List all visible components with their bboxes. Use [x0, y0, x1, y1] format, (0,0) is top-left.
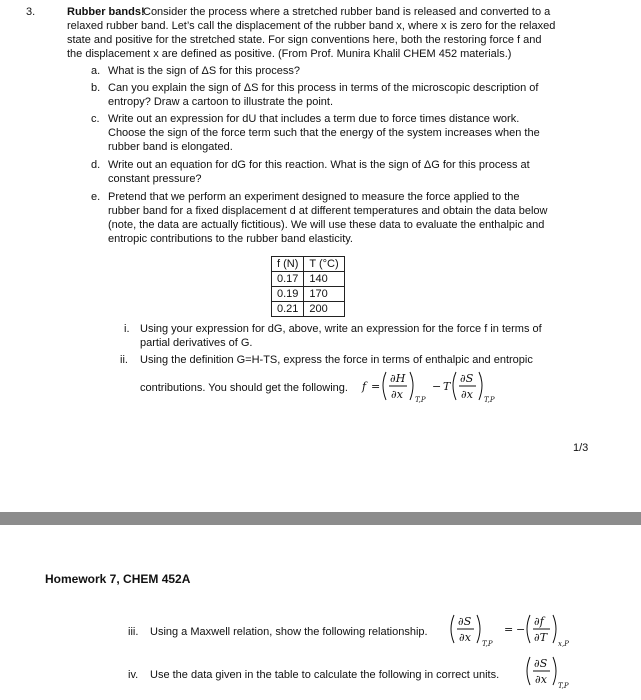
svg-text:∂x: ∂x — [391, 388, 403, 401]
intro-line-3: state and positive for the stretched state. For sign conventions here, both the restoring force f and — [67, 34, 542, 46]
part-c-line-1: Write out an expression for dU that includes a term due to force times distance work. — [108, 113, 520, 125]
part-b-line-1: Can you explain the sign of ΔS for this process in terms of the microscopic description of — [108, 82, 539, 94]
svg-text:∂x: ∂x — [535, 673, 547, 686]
table-header-temperature: T (°C) — [304, 257, 344, 272]
problem-number: 3. — [26, 6, 36, 18]
table-cell: 170 — [304, 287, 344, 302]
subpart-i-line-1: Using your expression for dG, above, write an expression for the force f in terms of — [140, 323, 542, 335]
data-table — [271, 256, 345, 317]
svg-text:∂H: ∂H — [390, 372, 406, 385]
svg-text:T,P: T,P — [484, 396, 495, 404]
intro-line-4: the displacement x are defined as positive. (From Prof. Munira Khalil CHEM 452 materials.) — [67, 48, 512, 60]
table-header-row — [272, 257, 345, 272]
svg-text:x,P: x,P — [558, 640, 569, 648]
svg-text:∂x: ∂x — [461, 388, 473, 401]
subpart-ii-line-1: Using the definition G=H-TS, express the force in terms of enthalpic and entropic — [140, 354, 533, 366]
table-cell: 0.17 — [272, 272, 304, 287]
table-cell: 0.19 — [272, 287, 304, 302]
problem-title: Rubber bands! — [67, 6, 145, 18]
page-number: 1/3 — [573, 442, 589, 454]
svg-text:∂S: ∂S — [458, 615, 472, 628]
part-e-line-2: rubber band for a fixed displacement d at different temperatures and obtain the data below — [108, 205, 548, 217]
part-d-line-2: constant pressure? — [108, 173, 202, 185]
subpart-iv-label: iv. — [128, 669, 139, 681]
part-d-label: d. — [91, 159, 101, 171]
table-row — [272, 287, 345, 302]
part-b-label: b. — [91, 82, 101, 94]
subpart-i-line-2: partial derivatives of G. — [140, 337, 253, 349]
svg-text:T: T — [443, 380, 451, 393]
svg-text:∂T: ∂T — [534, 631, 548, 644]
table-header-force: f (N) — [272, 257, 304, 272]
svg-text:T,P: T,P — [482, 640, 493, 648]
part-c-label: c. — [91, 113, 100, 125]
part-d-line-1: Write out an equation for dG for this reaction. What is the sign of ΔG for this process at — [108, 159, 530, 171]
part-e-line-4: entropic contributions to the rubber band elasticity. — [108, 233, 353, 245]
part-b-line-2: entropy? Draw a cartoon to illustrate the point. — [108, 96, 334, 108]
page-2 — [0, 525, 641, 700]
page-header: Homework 7, CHEM 452A — [45, 572, 191, 586]
entropy-derivative — [524, 653, 584, 697]
svg-text:∂S: ∂S — [534, 657, 548, 670]
subpart-iii-label: iii. — [128, 626, 139, 638]
part-a-label: a. — [91, 65, 101, 77]
subpart-iv-text: Use the data given in the table to calculate the following in correct units. — [150, 669, 500, 681]
part-e-line-3: (note, the data are actually fictitious). We will use these data to evaluate the enthalpic and — [108, 219, 545, 231]
table-row — [272, 302, 345, 317]
intro-line-2: relaxed rubber band. Let’s call the displacement of the rubber band x, where x is zero for the relaxed — [67, 20, 556, 32]
page-divider — [0, 512, 641, 525]
maxwell-equation — [448, 609, 588, 655]
part-e-label: e. — [91, 191, 101, 203]
part-c-line-3: rubber band is elongated. — [108, 141, 233, 153]
table-cell: 0.21 — [272, 302, 304, 317]
svg-text:∂f: ∂f — [534, 615, 544, 628]
svg-text:=: = — [371, 380, 381, 393]
table-cell: 200 — [304, 302, 344, 317]
table-row — [272, 272, 345, 287]
part-c-line-2: Choose the sign of the force term such that the energy of the system increases when the — [108, 127, 540, 139]
part-e-line-1: Pretend that we perform an experiment designed to measure the force applied to the — [108, 191, 520, 203]
svg-text:∂x: ∂x — [459, 631, 471, 644]
svg-text:T,P: T,P — [558, 682, 569, 690]
svg-text:−: − — [516, 623, 526, 636]
subpart-ii-line-2: contributions. You should get the following. — [140, 382, 348, 394]
subpart-iii-text: Using a Maxwell relation, show the following relationship. — [150, 626, 428, 638]
svg-text:f: f — [362, 380, 367, 393]
force-equation — [360, 364, 520, 412]
table-cell: 140 — [304, 272, 344, 287]
svg-text:=: = — [504, 623, 514, 636]
subpart-ii-label: ii. — [120, 354, 128, 366]
part-a-text: What is the sign of ΔS for this process? — [108, 65, 300, 77]
svg-text:T,P: T,P — [415, 396, 426, 404]
intro-line-1: Consider the process where a stretched rubber band is released and converted to a — [143, 6, 551, 18]
svg-text:∂S: ∂S — [460, 372, 474, 385]
subpart-i-label: i. — [124, 323, 130, 335]
svg-text:−: − — [432, 380, 442, 393]
